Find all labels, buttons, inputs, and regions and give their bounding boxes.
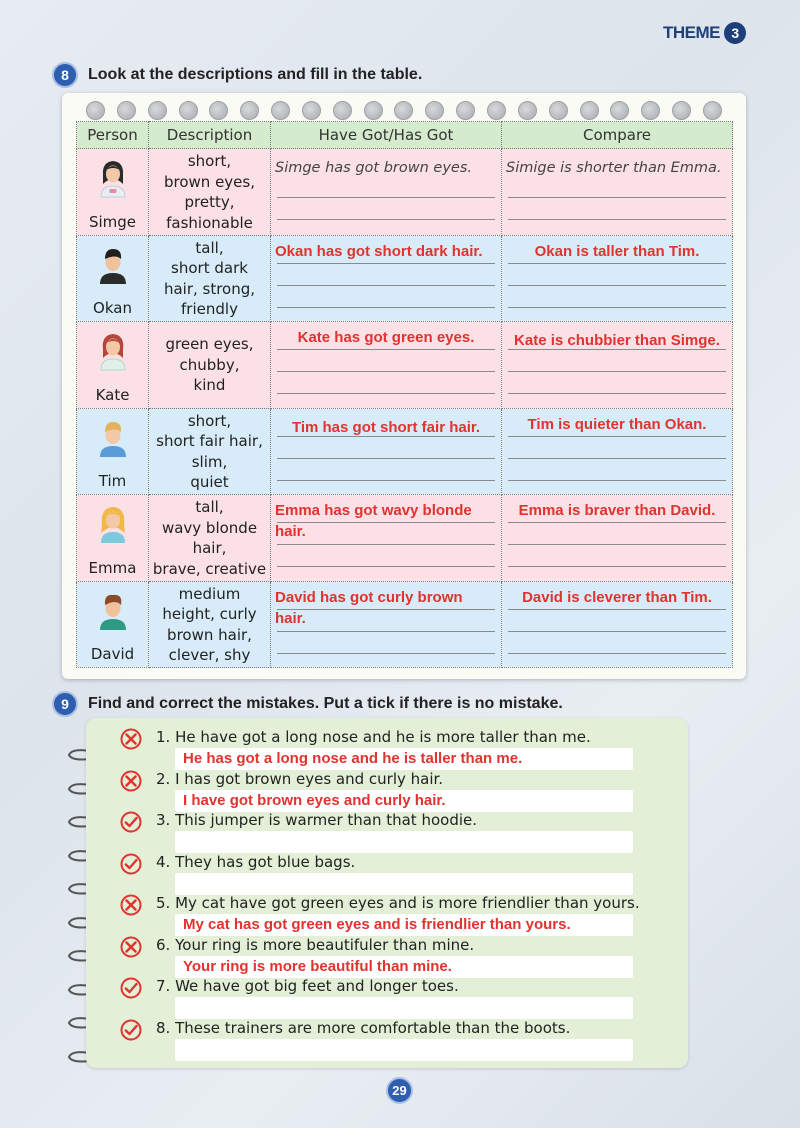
correction-field[interactable] [175, 831, 633, 853]
answer-text: Okan has got short dark hair. [275, 242, 483, 260]
person-cell [77, 581, 149, 668]
girl-avatar-icon [96, 157, 130, 199]
cross-mark-icon [120, 770, 142, 792]
column-header-have-got: Have Got/Has Got [271, 122, 502, 149]
girl-avatar-icon [96, 330, 130, 372]
answer-text: Kate has got green eyes. [297, 329, 475, 346]
example-answer: Simige is shorter than Emma. [506, 160, 722, 176]
table-row [77, 581, 733, 668]
person-cell [77, 149, 149, 236]
item-text: These trainers are more comfortable than the boots. [175, 1018, 571, 1037]
tick-mark-icon [120, 811, 142, 833]
item-number: 4. [156, 852, 171, 871]
correction-field[interactable]: I have got brown eyes and curly hair. [175, 790, 633, 812]
item-sentence [156, 811, 477, 829]
boy-avatar-icon [96, 590, 130, 632]
cross-mark-icon [120, 936, 142, 958]
exercise-9-heading [52, 691, 563, 717]
cross-mark-icon [120, 728, 142, 750]
have-got-cell [271, 408, 502, 495]
answer-text: Tim is quieter than Okan. [527, 415, 707, 433]
item-sentence [156, 936, 474, 954]
exercise-8-heading [52, 62, 422, 88]
answer-text: David has got curly brown hair. [275, 588, 463, 627]
exercise-instruction: Look at the descriptions and fill in the table. [88, 66, 423, 83]
correction-field[interactable]: He has got a long nose and he is taller than me. [175, 748, 633, 770]
item-number: 3. [156, 811, 171, 829]
table-row [77, 408, 733, 495]
compare-cell [502, 235, 733, 322]
table-row [77, 235, 733, 322]
person-cell [77, 495, 149, 582]
item-text: We have got big feet and longer toes. [175, 977, 459, 995]
column-header-person: Person [77, 122, 149, 149]
girl-avatar-icon [96, 503, 130, 545]
person-cell [77, 322, 149, 409]
tick-mark-icon [120, 853, 142, 875]
person-name: Simge [88, 212, 137, 231]
description-cell: green eyes, chubby, kind [149, 322, 271, 409]
exercise-number-badge: 9 [52, 691, 78, 717]
item-number: 6. [156, 935, 171, 954]
tick-mark-icon [120, 977, 142, 999]
example-answer: Simge has got brown eyes. [275, 160, 472, 176]
answer-text: Tim has got short fair hair. [291, 418, 481, 436]
descriptions-table [76, 121, 733, 668]
item-number: 8. [156, 1018, 171, 1037]
table-row [77, 495, 733, 582]
item-text: Your ring is more beautifuler than mine. [175, 935, 475, 954]
item-text: I has got brown eyes and curly hair. [175, 769, 444, 788]
person-name: David [90, 645, 135, 663]
have-got-cell [271, 581, 502, 668]
description-cell: short, short fair hair, slim, quiet [149, 408, 271, 495]
have-got-cell [271, 149, 502, 236]
compare-cell [502, 322, 733, 409]
item-sentence [156, 1019, 570, 1037]
theme-label [663, 22, 746, 44]
correction-field[interactable] [175, 997, 633, 1019]
notebook-holes [86, 101, 722, 121]
exercise-instruction: Find and correct the mistakes. Put a tick if there is no mistake. [88, 695, 563, 712]
item-text: They has got blue bags. [175, 852, 356, 871]
person-cell [77, 235, 149, 322]
person-name: Kate [95, 385, 130, 404]
person-name: Okan [93, 299, 132, 317]
answer-text: Kate is chubbier than Simge. [514, 332, 720, 349]
compare-cell [502, 149, 733, 236]
description-cell: tall, short dark hair, strong, friendly [149, 235, 271, 322]
person-name: Emma [88, 558, 137, 577]
notebook-card [62, 93, 746, 679]
item-sentence [156, 728, 591, 746]
compare-cell [502, 408, 733, 495]
table-row [77, 149, 733, 236]
item-sentence [156, 770, 443, 788]
answer-text: Emma has got wavy blonde hair. [275, 502, 472, 540]
table-row [77, 322, 733, 409]
boy-avatar-icon [96, 417, 130, 459]
answer-text: Okan is taller than Tim. [534, 242, 700, 260]
item-text: This jumper is warmer than that hoodie. [175, 811, 478, 829]
person-name: Tim [98, 472, 127, 490]
exercise-number-badge: 8 [52, 62, 78, 88]
cross-mark-icon [120, 894, 142, 916]
item-sentence [156, 853, 355, 871]
item-text: He have got a long nose and he is more taller than me. [175, 728, 591, 746]
theme-text: THEME [663, 23, 720, 42]
have-got-cell [271, 235, 502, 322]
item-number: 1. [156, 728, 171, 746]
item-sentence [156, 894, 640, 912]
boy-avatar-icon [96, 244, 130, 286]
page-number: 29 [386, 1077, 413, 1104]
correction-field[interactable]: My cat has got green eyes and is friendlier than yours. [175, 914, 633, 936]
item-number: 7. [156, 977, 171, 995]
description-cell: medium height, curly brown hair, clever, shy [149, 581, 271, 668]
have-got-cell [271, 322, 502, 409]
compare-cell [502, 495, 733, 582]
correction-field[interactable] [175, 1039, 633, 1061]
person-cell [77, 408, 149, 495]
item-sentence [156, 977, 459, 995]
description-cell: short, brown eyes, pretty, fashionable [149, 149, 271, 236]
correction-field[interactable] [175, 873, 633, 895]
compare-cell [502, 581, 733, 668]
item-number: 2. [156, 769, 171, 788]
answer-text: Emma is braver than David. [518, 502, 716, 519]
description-cell: tall, wavy blonde hair, brave, creative [149, 495, 271, 582]
have-got-cell [271, 495, 502, 582]
column-header-description: Description [149, 122, 271, 149]
item-text: My cat have got green eyes and is more friendlier than yours. [175, 894, 640, 912]
theme-number-badge: 3 [724, 22, 746, 44]
correction-field[interactable]: Your ring is more beautiful than mine. [175, 956, 633, 978]
item-number: 5. [156, 894, 171, 912]
tick-mark-icon [120, 1019, 142, 1041]
column-header-compare: Compare [502, 122, 733, 149]
answer-text: David is cleverer than Tim. [522, 588, 712, 606]
